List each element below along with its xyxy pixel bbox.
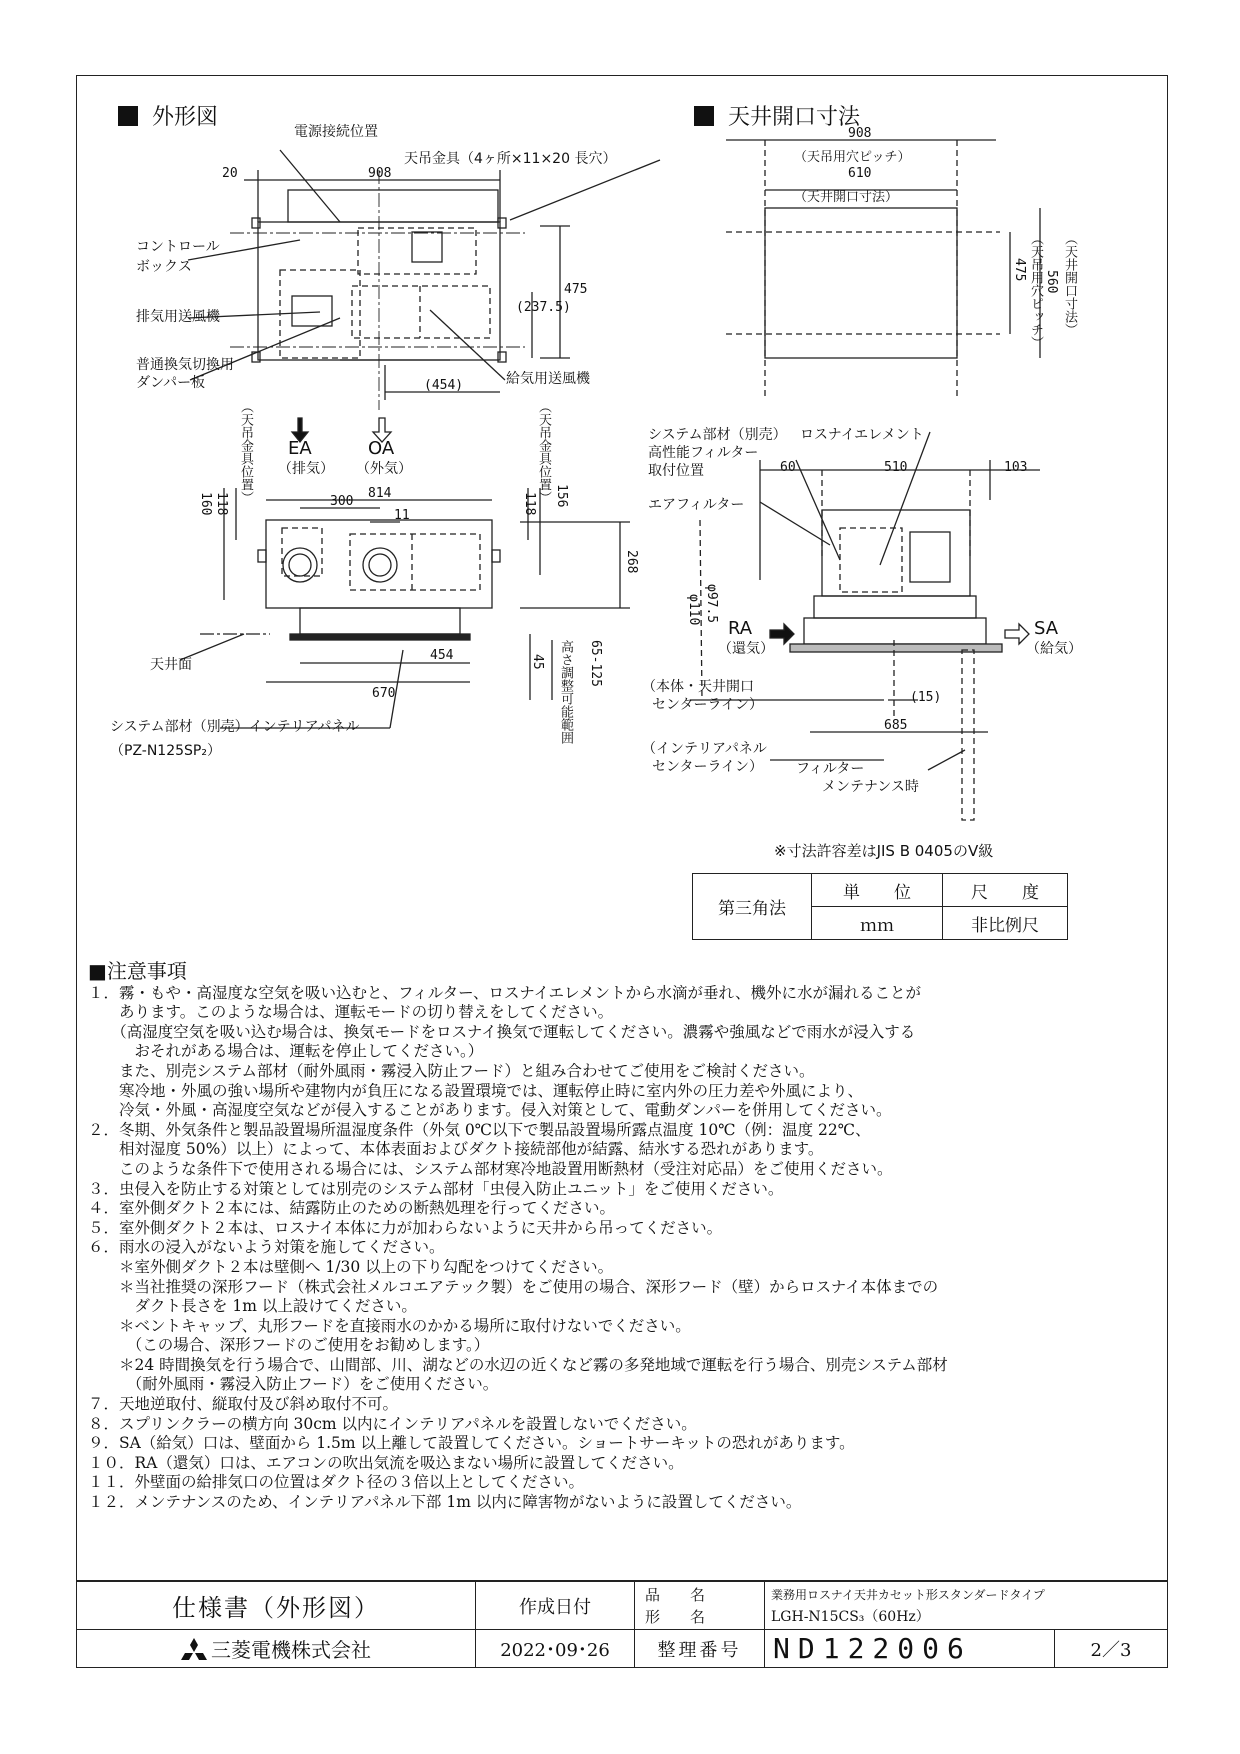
dim-670: 670 <box>372 686 396 701</box>
note-line: 冷気・外風・高湿度空気などが侵入することがあります。侵入対策として、電動ダンパーを併用してください。 <box>88 1101 892 1120</box>
note-line: あります。このような場合は、運転モードの切り替えをしてください。 <box>88 1003 614 1022</box>
opening-view <box>726 140 1040 400</box>
dim-454b: 454 <box>430 648 454 663</box>
control-box-label-2: ボックス <box>136 259 192 275</box>
oa-sub-label: （外気） <box>356 461 412 477</box>
oa-label: OA <box>368 438 395 459</box>
note-line: （耐外風雨・霧浸入防止フード）をご使用ください。 <box>88 1375 499 1394</box>
power-label: 電源接続位置 <box>294 124 378 140</box>
model-name: LGH-N15CS₃（60Hz） <box>771 1608 930 1625</box>
model-label: 形 名 <box>645 1607 706 1626</box>
note-line: ９．SA（給気）口は、壁面から 1.5m 以上離して設置してください。ショートサーキットの恐れがあります。 <box>88 1434 855 1453</box>
dim-300: 300 <box>330 494 354 509</box>
note-line: ８．スプリンクラーの横方向 30cm 以内にインテリアパネルを設置しないでください。 <box>88 1414 697 1433</box>
center-label-1b: センターライン） <box>652 697 764 713</box>
side-dim-97: φ97.5 <box>704 584 719 624</box>
air-filter-label: エアフィルター <box>648 497 745 513</box>
dim-11: 11 <box>394 508 410 523</box>
panel-label-1: システム部材（別売）インテリアパネル <box>110 719 360 735</box>
exhaust-fan-label: 排気用送風機 <box>136 309 220 325</box>
dim-45: 45 <box>530 654 545 670</box>
dim-20: 20 <box>222 166 238 181</box>
dim-908: 908 <box>368 166 392 181</box>
note-line: １１．外壁面の給排気口の位置はダクト径の３倍以上としてください。 <box>88 1473 585 1492</box>
unit-value: ｍｍ <box>812 907 943 940</box>
note-line: ＊当社推奨の深形フード（株式会社メルコエアテック製）をご使用の場合、深形フード（壁）からロスナイ本体までの <box>88 1277 939 1296</box>
note-line: 相対湿度 50%）以上）によって、本体表面およびダクト接続部他が結露、結氷する恐れがあります。 <box>88 1140 824 1159</box>
center-label-1a: （本体・天井開口 <box>642 679 754 695</box>
note-line: また、別売システム部材（耐外風雨・霧浸入防止フード）と組み合わせてご使用をご検討ください。 <box>88 1061 815 1080</box>
opening-dim-560: 560 <box>1044 270 1059 294</box>
projection-table <box>692 873 1068 940</box>
opening-pitch-v: （天吊用穴ピッチ） <box>1028 232 1043 349</box>
dim-814: 814 <box>368 486 392 501</box>
note-line: １２．メンテナンスのため、インテリアパネル下部 1m 以内に障害物がないように設置してください。 <box>88 1493 802 1512</box>
unit-header: 単 位 <box>812 874 943 907</box>
dim-118b: 118 <box>522 492 537 516</box>
note-line: ＊ベントキャップ、丸形フードを直接雨水のかかる場所に取付けないでください。 <box>88 1316 691 1335</box>
notes-heading: ■注意事項 <box>88 959 187 983</box>
scale-header: 尺 度 <box>943 874 1068 907</box>
ra-sub-label: （還気） <box>718 641 774 657</box>
opening-title: 天井開口寸法 <box>694 100 860 131</box>
note-line: おそれがある場合は、運転を停止してください。） <box>88 1042 484 1061</box>
created-label: 作成日付 <box>476 1582 635 1630</box>
note-line: ダクト長さを 1m 以上設けてください。 <box>88 1297 417 1316</box>
side-dim-60: 60 <box>780 460 796 475</box>
product-values <box>765 1582 1168 1630</box>
sa-sub-label: （給気） <box>1026 641 1082 657</box>
product-label: 品 名 <box>645 1585 706 1604</box>
tolerance-note: ※寸法許容差はJIS B 0405のV級 <box>774 842 994 860</box>
opening-dim-908: 908 <box>848 126 872 141</box>
supply-fan-label: 給気用送風機 <box>506 371 590 387</box>
page-number: 2／3 <box>1055 1630 1168 1668</box>
ra-label: RA <box>728 618 753 639</box>
note-line: ４．室外側ダクト２本には、結露防止のための断熱処理を行ってください。 <box>88 1199 616 1218</box>
hepa-label-1: 高性能フィルター <box>648 445 759 461</box>
company-cell <box>77 1630 476 1668</box>
maint-label-1: フィルター <box>796 761 865 777</box>
note-line: ６．雨水の浸入がないよう対策を施してください。 <box>88 1238 445 1257</box>
dim-475: 475 <box>564 282 588 297</box>
side-dim-685: 685 <box>884 718 908 733</box>
sa-label: SA <box>1034 618 1059 639</box>
dim-118a: 118 <box>214 492 229 516</box>
note-line: このような条件下で使用される場合には、システム部材寒冷地設置用断熱材（受注対応品）をご使用ください。 <box>88 1159 893 1178</box>
scale-value: 非比例尺 <box>943 907 1068 940</box>
hanger-label: 天吊金具（4ヶ所×11×20 長穴） <box>404 151 617 167</box>
product-labels <box>635 1582 765 1630</box>
dim-454a: (454) <box>424 378 464 393</box>
opening-pitch-h: （天吊用穴ピッチ） <box>794 150 911 165</box>
opening-open-v: （天井開口寸法） <box>1062 232 1077 336</box>
square-bullet-icon <box>118 106 138 126</box>
note-line: ＊室外側ダクト２本は壁側へ 1/30 以上の下り勾配をつけてください。 <box>88 1257 614 1276</box>
ea-sub-label: （排気） <box>278 461 334 477</box>
created-date: 2022･09･26 <box>476 1630 635 1668</box>
system-part-label: システム部材（別売） <box>648 427 787 443</box>
opening-dim-610: 610 <box>848 166 872 181</box>
document-number: ND122006 <box>765 1630 1055 1668</box>
dim-268: 268 <box>624 550 639 574</box>
side-dim-15: (15) <box>910 690 942 705</box>
opening-dim-475: 475 <box>1012 258 1027 282</box>
panel-label-2: （PZ-N125SP₂） <box>110 743 221 759</box>
side-dim-510: 510 <box>884 460 908 475</box>
projection-cell: 第三角法 <box>693 874 812 940</box>
dim-156: 156 <box>554 484 569 508</box>
product-name: 業務用ロスナイ天井カセット形スタンダードタイプ <box>771 1587 1045 1602</box>
hanger-pos-left: （天吊金具位置） <box>238 400 253 504</box>
spec-title: 仕様書（外形図） <box>77 1582 476 1630</box>
height-adjust-label: 高さ調整可能範囲 <box>558 640 573 744</box>
note-line: １０．RA（還気）口は、エアコンの吹出気流を吸込まない場所に設置してください。 <box>88 1453 684 1472</box>
control-box-label-1: コントロール <box>136 239 220 255</box>
note-line: 寒冷地・外風の強い場所や建物内が負圧になる設置環境では、運転停止時に室内外の圧力差や外風により、 <box>88 1081 864 1100</box>
damper-label-1: 普通換気切換用 <box>136 357 234 373</box>
note-line: （この場合、深形フードのご使用をお勧めします。） <box>88 1336 490 1355</box>
note-line: ＊24 時間換気を行う場合で、山間部、川、湖などの水辺の近くなど霧の多発地域で運転を行う場合、別売システム部材 <box>88 1355 948 1374</box>
title-block <box>76 1581 1168 1668</box>
damper-label-2: ダンパー板 <box>136 375 206 391</box>
dim-65-125: 65-125 <box>588 640 603 687</box>
company-name: 三菱電機株式会社 <box>211 1638 371 1662</box>
side-dim-103: 103 <box>1004 460 1028 475</box>
ceiling-label: 天井面 <box>150 657 192 673</box>
hanger-pos-right: （天吊金具位置） <box>536 400 551 504</box>
dim-237: (237.5) <box>516 300 571 315</box>
ea-label: EA <box>288 438 312 459</box>
note-line: ５．室外側ダクト２本は、ロスナイ本体に力が加わらないように天井から吊ってください。 <box>88 1218 723 1237</box>
center-label-2b: センターライン） <box>652 759 764 775</box>
note-line: ２．冬期、外気条件と製品設置場所温湿度条件（外気 0℃以下で製品設置場所露点温度 10℃（例：温度 22℃、 <box>88 1120 871 1139</box>
side-dim-110: φ110 <box>686 594 701 626</box>
hepa-label-2: 取付位置 <box>648 463 704 479</box>
note-line: １．霧・もや・高湿度な空気を吸い込むと、フィルター、ロスナイエレメントから水滴が垂れ、機外に水が漏れることが <box>88 983 921 1002</box>
note-line: （高湿度空気を吸い込む場合は、換気モードをロスナイ換気で運転してください。濃霧や強風などで雨水が浸入する <box>88 1022 916 1041</box>
center-label-2a: （インテリアパネル <box>642 741 767 757</box>
square-bullet-icon <box>694 106 714 126</box>
element-label: ロスナイエレメント <box>800 427 924 443</box>
outline-title: 外形図 <box>118 100 218 131</box>
maint-label-2: メンテナンス時 <box>822 779 919 795</box>
dim-160: 160 <box>198 492 213 516</box>
mitsubishi-logo-icon <box>181 1638 207 1660</box>
notes-section <box>88 959 1158 1513</box>
note-line: ７．天地逆取付、縦取付及び斜め取付不可。 <box>88 1395 399 1414</box>
number-label: 整理番号 <box>635 1630 765 1668</box>
opening-open-h: （天井開口寸法） <box>794 190 899 205</box>
notes-list <box>88 984 1158 1513</box>
note-line: ３．虫侵入を防止する対策としては別売のシステム部材「虫侵入防止ユニット」をご使用ください。 <box>88 1179 784 1198</box>
